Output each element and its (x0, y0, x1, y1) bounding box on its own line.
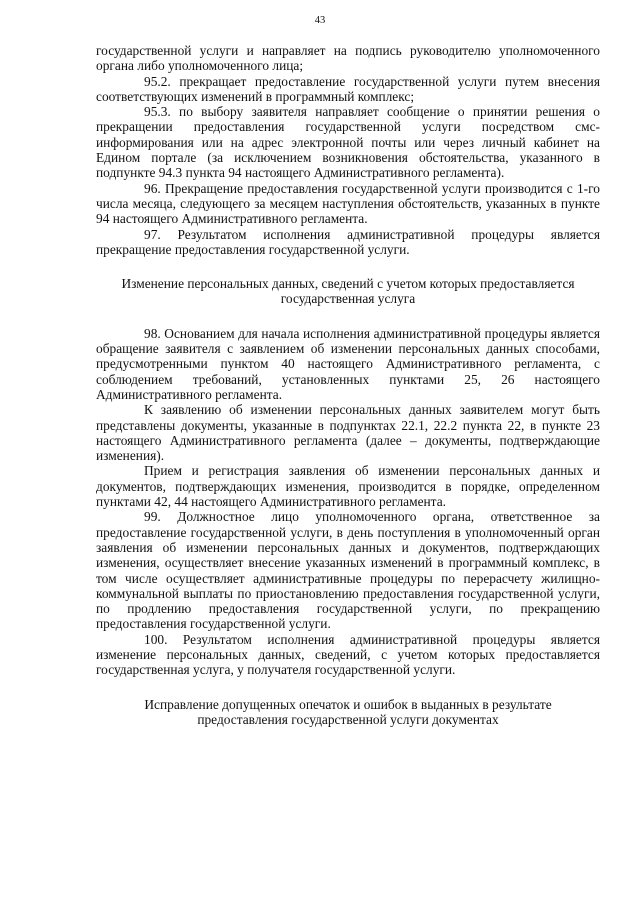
paragraph-continuation: государственной услуги и направляет на подпись руководителю уполномоченного органа либо уполномоченного лица; (96, 43, 600, 74)
paragraph-96: 96. Прекращение предоставления государственной услуги производится с 1-го числа месяца, следующего за месяцем наступления обстоятельств, указанных в пункте 94 настоящего Административного регламента. (96, 180, 600, 227)
paragraph-95-2: 95.2. прекращает предоставление государственной услуги путем внесения соответствующих изменений в программный комплекс; (96, 73, 600, 104)
paragraph-98-documents: К заявлению об изменении персональных данных заявителем могут быть представлены документы, указанные в подпунктах 22.1, 22.2 пункта 22, в пункте 23 настоящего Административного регламента (далее – документы, подтверждающие изменения). (96, 402, 600, 464)
document-body (96, 43, 600, 727)
paragraph-100: 100. Результатом исполнения административной процедуры является изменение персональных данных, сведений, с учетом которых предоставляется государственная услуга, у получателя государственной услуги. (96, 631, 600, 678)
paragraph-98-registration: Прием и регистрация заявления об изменении персональных данных и документов, подтверждающих изменения, производится в порядке, определенном пунктами 42, 44 настоящего Административного регламента. (96, 463, 600, 510)
paragraph-99: 99. Должностное лицо уполномоченного органа, ответственное за предоставление государственной услуги, в день поступления в уполномоченный орган заявления об изменении персональных данных и документов, подтверждающих изменения, осуществляет внесение указанных изменений в программный комплекс, в том числе осуществляет административные процедуры по перерасчету жилищно-коммунальной выплаты по приостановлению предоставления государственной услуги, по продлению предоставления государственной услуги, по прекращению предоставления государственной услуги. (96, 509, 600, 632)
paragraph-97: 97. Результатом исполнения административной процедуры является прекращение предоставления государственной услуги. (96, 226, 600, 257)
paragraph-98: 98. Основанием для начала исполнения административной процедуры является обращение заявителя с заявлением об изменении персональных данных способами, предусмотренными пунктом 40 настоящего Административного регламента, с соблюдением требований, установленных пунктами 25, 26 настоящего Административного регламента. (96, 325, 600, 402)
paragraph-95-3: 95.3. по выбору заявителя направляет сообщение о принятии решения о прекращении предоставления государственной услуги посредством смс-информирования или на адрес электронной почты или через личный кабинет на Едином портале (за исключением возникновения обстоятельства, указанного в подпункте 94.3 пункта 94 настоящего Административного регламента). (96, 104, 600, 181)
section-heading-corrections: Исправление допущенных опечаток и ошибок в выданных в результате предоставления государственной услуги документах (144, 696, 552, 727)
section-heading-personal-data: Изменение персональных данных, сведений с учетом которых предоставляется государственная услуга (121, 276, 575, 307)
page-number: 43 (314, 15, 326, 26)
